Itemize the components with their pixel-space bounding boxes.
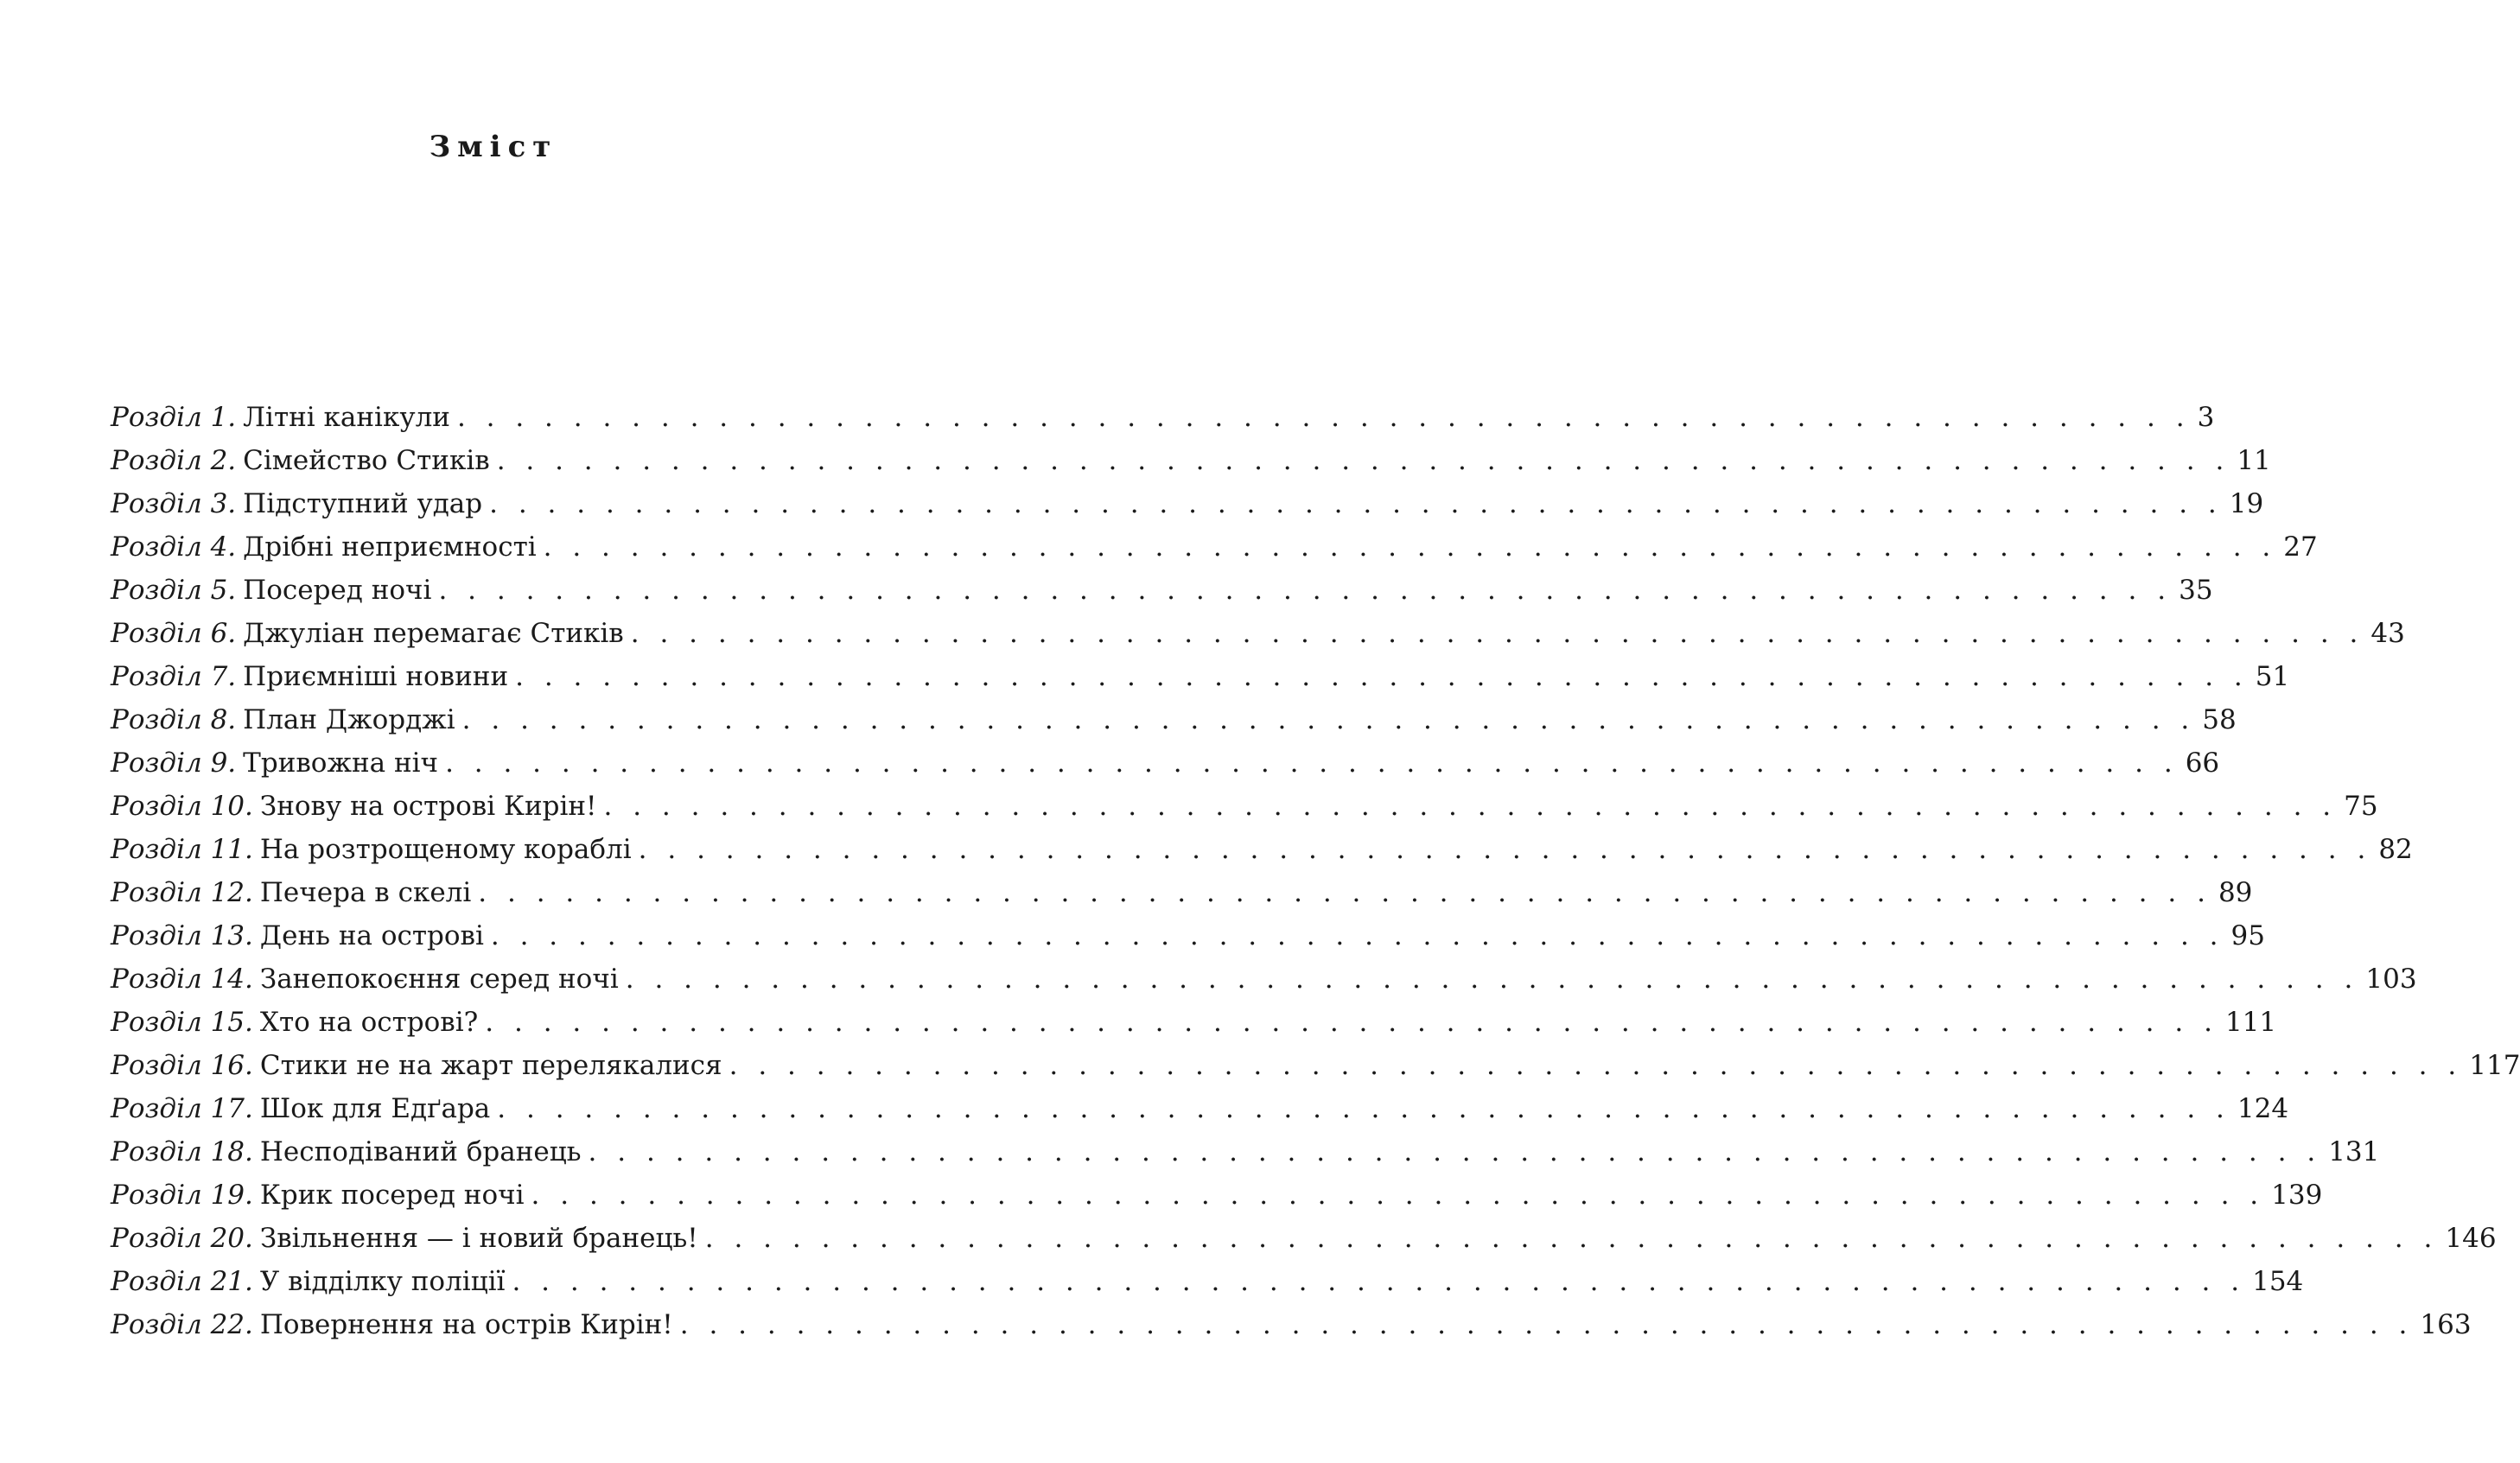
page-number: 154 (2252, 1266, 2304, 1297)
page-number: 35 (2179, 575, 2213, 606)
toc-entry[interactable] (111, 439, 2271, 482)
chapter-title: Занепокоєння серед ночі (259, 964, 619, 995)
chapter-title: Повернення на острів Кирін! (259, 1309, 673, 1340)
toc-entry[interactable] (111, 1174, 2323, 1217)
page-number: 89 (2218, 877, 2253, 908)
chapter-title: Хто на острові? (259, 1007, 479, 1038)
chapter-label: Розділ 13. (111, 920, 253, 951)
chapter-title: Стики не на жарт перелякалися (259, 1050, 722, 1081)
toc-entry[interactable] (111, 525, 2318, 569)
toc-entry[interactable] (111, 655, 2290, 698)
dot-leader: . . . . . . . . . . . . . . . . . . . . . . . . . . . . . . . . . . . . . . . . . . . . . . . . . . . . . . . . . . . . (497, 1093, 2230, 1124)
page-number: 11 (2237, 445, 2271, 476)
dot-leader: . . . . . . . . . . . . . . . . . . . . . . . . . . . . . . . . . . . . . . . . . . . . . . . . . . . . . . . . . . . . (512, 1266, 2246, 1297)
chapter-label: Розділ 7. (111, 661, 237, 692)
toc-entry[interactable] (111, 828, 2413, 871)
toc-entry[interactable] (111, 1217, 2497, 1260)
page-number: 3 (2197, 402, 2215, 433)
chapter-label: Розділ 16. (111, 1050, 253, 1081)
dot-leader: . . . . . . . . . . . . . . . . . . . . . . . . . . . . . . . . . . . . . . . . . . . . . . . . . . . . . . . . . . . . (588, 1136, 2322, 1167)
toc-entry[interactable] (111, 871, 2253, 914)
chapter-title: Літні канікули (243, 402, 450, 433)
chapter-label: Розділ 22. (111, 1309, 253, 1340)
toc-entry[interactable] (111, 1001, 2277, 1044)
dot-leader: . . . . . . . . . . . . . . . . . . . . . . . . . . . . . . . . . . . . . . . . . . . . . . . . . . . . . . . . . . . . (490, 920, 2224, 951)
chapter-label: Розділ 20. (111, 1223, 253, 1254)
dot-leader: . . . . . . . . . . . . . . . . . . . . . . . . . . . . . . . . . . . . . . . . . . . . . . . . . . . . . . . . . . . . (603, 791, 2338, 822)
chapter-title: День на острові (259, 920, 484, 951)
dot-leader: . . . . . . . . . . . . . . . . . . . . . . . . . . . . . . . . . . . . . . . . . . . . . . . . . . . . . . . . . . . . (438, 575, 2173, 606)
toc-entry[interactable] (111, 957, 2417, 1001)
page-number: 75 (2344, 791, 2378, 822)
page-number: 103 (2365, 964, 2417, 995)
chapter-title: Шок для Едґара (259, 1093, 491, 1124)
chapter-label: Розділ 10. (111, 791, 253, 822)
chapter-label: Розділ 19. (111, 1180, 253, 1211)
chapter-label: Розділ 14. (111, 964, 253, 995)
chapter-label: Розділ 15. (111, 1007, 253, 1038)
toc-entry[interactable] (111, 396, 2215, 439)
toc-entry[interactable] (111, 569, 2213, 612)
toc-entry[interactable] (111, 1260, 2304, 1303)
page-number: 51 (2255, 661, 2290, 692)
page-number: 58 (2202, 704, 2237, 735)
chapter-title: Звільнення — і новий бранець! (259, 1223, 698, 1254)
page-number: 131 (2328, 1136, 2380, 1167)
page-number: 27 (2283, 531, 2318, 563)
page-number: 111 (2224, 1007, 2277, 1038)
chapter-title: Джуліан перемагає Стиків (243, 618, 624, 649)
toc-entry[interactable] (111, 1130, 2380, 1174)
page-number: 82 (2378, 834, 2413, 865)
dot-leader: . . . . . . . . . . . . . . . . . . . . . . . . . . . . . . . . . . . . . . . . . . . . . . . . . . . . . . . . . . . . (729, 1050, 2463, 1081)
chapter-label: Розділ 8. (111, 704, 237, 735)
chapter-title: Крик посеред ночі (259, 1180, 525, 1211)
toc-entry[interactable] (111, 741, 2220, 785)
chapter-title: Дрібні неприємності (243, 531, 537, 563)
chapter-title: Підступний удар (243, 488, 483, 519)
toc-entry[interactable] (111, 612, 2405, 655)
dot-leader: . . . . . . . . . . . . . . . . . . . . . . . . . . . . . . . . . . . . . . . . . . . . . . . . . . . . . . . . . . . . (485, 1007, 2218, 1038)
dot-leader: . . . . . . . . . . . . . . . . . . . . . . . . . . . . . . . . . . . . . . . . . . . . . . . . . . . . . . . . . . . . (461, 704, 2196, 735)
toc-entry[interactable] (111, 698, 2237, 741)
chapter-title: Тривожна ніч (243, 747, 439, 779)
chapter-label: Розділ 4. (111, 531, 237, 563)
chapter-title: Сімейство Стиків (243, 445, 490, 476)
chapter-title: План Джорджі (243, 704, 455, 735)
page-number: 139 (2271, 1180, 2323, 1211)
dot-leader: . . . . . . . . . . . . . . . . . . . . . . . . . . . . . . . . . . . . . . . . . . . . . . . . . . . . . . . . . . . . (531, 1180, 2265, 1211)
toc-entry[interactable] (111, 1044, 2520, 1087)
dot-leader: . . . . . . . . . . . . . . . . . . . . . . . . . . . . . . . . . . . . . . . . . . . . . . . . . . . . . . . . . . . . (543, 531, 2277, 563)
chapter-label: Розділ 5. (111, 575, 237, 606)
chapter-title: Несподіваний бранець (259, 1136, 582, 1167)
chapter-title: У відділку поліції (259, 1266, 506, 1297)
toc-entry[interactable] (111, 1087, 2289, 1130)
dot-leader: . . . . . . . . . . . . . . . . . . . . . . . . . . . . . . . . . . . . . . . . . . . . . . . . . . . . . . . . . . . . (478, 877, 2211, 908)
chapter-label: Розділ 9. (111, 747, 237, 779)
dot-leader: . . . . . . . . . . . . . . . . . . . . . . . . . . . . . . . . . . . . . . . . . . . . . . . . . . . . . . . . . . . . (679, 1309, 2414, 1340)
toc-entry[interactable] (111, 785, 2378, 828)
chapter-title: Посеред ночі (243, 575, 432, 606)
page-number: 163 (2420, 1309, 2472, 1340)
page-number: 66 (2185, 747, 2220, 779)
toc-entry[interactable] (111, 1303, 2472, 1346)
dot-leader: . . . . . . . . . . . . . . . . . . . . . . . . . . . . . . . . . . . . . . . . . . . . . . . . . . . . . . . . . . . . (515, 661, 2249, 692)
page-number: 124 (2237, 1093, 2289, 1124)
dot-leader: . . . . . . . . . . . . . . . . . . . . . . . . . . . . . . . . . . . . . . . . . . . . . . . . . . . . . . . . . . . . (489, 488, 2223, 519)
chapter-title: На розтрощеному кораблі (259, 834, 632, 865)
dot-leader: . . . . . . . . . . . . . . . . . . . . . . . . . . . . . . . . . . . . . . . . . . . . . . . . . . . . . . . . . . . . (456, 402, 2191, 433)
dot-leader: . . . . . . . . . . . . . . . . . . . . . . . . . . . . . . . . . . . . . . . . . . . . . . . . . . . . . . . . . . . . (496, 445, 2230, 476)
page-number: 146 (2445, 1223, 2497, 1254)
chapter-label: Розділ 3. (111, 488, 237, 519)
page-number: 19 (2229, 488, 2264, 519)
dot-leader: . . . . . . . . . . . . . . . . . . . . . . . . . . . . . . . . . . . . . . . . . . . . . . . . . . . . . . . . . . . . (638, 834, 2372, 865)
chapter-title: Знову на острові Кирін! (259, 791, 597, 822)
page-number: 95 (2230, 920, 2265, 951)
toc-entry[interactable] (111, 914, 2265, 957)
dot-leader: . . . . . . . . . . . . . . . . . . . . . . . . . . . . . . . . . . . . . . . . . . . . . . . . . . . . . . . . . . . . (445, 747, 2179, 779)
toc-entry[interactable] (111, 482, 2264, 525)
dot-leader: . . . . . . . . . . . . . . . . . . . . . . . . . . . . . . . . . . . . . . . . . . . . . . . . . . . . . . . . . . . . (630, 618, 2364, 649)
chapter-label: Розділ 21. (111, 1266, 253, 1297)
chapter-title: Приємніші новини (243, 661, 509, 692)
chapter-label: Розділ 18. (111, 1136, 253, 1167)
page-number: 43 (2370, 618, 2405, 649)
dot-leader: . . . . . . . . . . . . . . . . . . . . . . . . . . . . . . . . . . . . . . . . . . . . . . . . . . . . . . . . . . . . (625, 964, 2359, 995)
chapter-label: Розділ 2. (111, 445, 237, 476)
page-number: 117 (2469, 1050, 2520, 1081)
chapter-label: Розділ 1. (111, 402, 237, 433)
chapter-label: Розділ 17. (111, 1093, 253, 1124)
chapter-label: Розділ 6. (111, 618, 237, 649)
page-title: Зміст (429, 130, 558, 164)
chapter-label: Розділ 11. (111, 834, 253, 865)
table-of-contents (111, 396, 2520, 1346)
chapter-title: Печера в скелі (259, 877, 472, 908)
chapter-label: Розділ 12. (111, 877, 253, 908)
dot-leader: . . . . . . . . . . . . . . . . . . . . . . . . . . . . . . . . . . . . . . . . . . . . . . . . . . . . . . . . . . . . (704, 1223, 2439, 1254)
